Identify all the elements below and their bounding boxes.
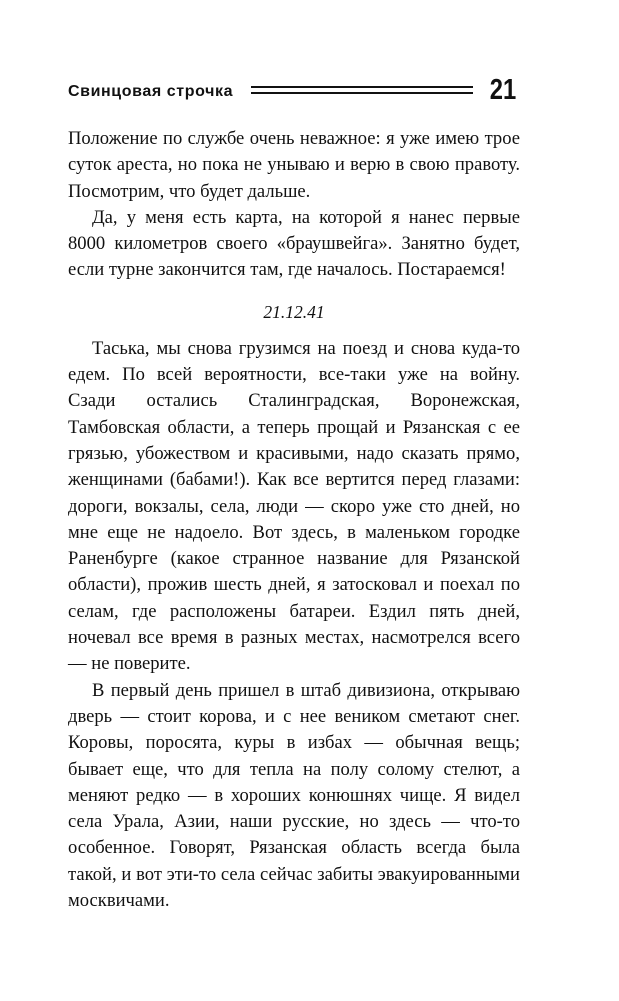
page-number: 21 bbox=[489, 74, 516, 106]
running-head-title: Свинцовая строчка bbox=[68, 83, 234, 100]
running-head-rule bbox=[251, 86, 473, 95]
rule-line-top bbox=[251, 86, 473, 88]
paragraph: Таська, мы снова грузимся на поезд и снова куда-то едем. По всей вероятности, все-таки уже на войну. Сзади остались Сталинградская, Воронежская, Тамбовская области, а теперь прощай и Рязанская с ее грязью, убожеством и красивыми, надо сказать прямо, женщинами (бабами!). Как все вертится перед глазами: дороги, вокзалы, села, люди — скоро уже сто дней, но мне еще не надоело. Вот здесь, в маленьком городке Раненбурге (какое странное название для Рязанской области), прожив шесть дней, я затосковал и поехал по селам, где расположены батареи. Ездил пять дней, ночевал все время в разных местах, насмотрелся всего — не поверите. bbox=[68, 337, 520, 675]
running-head bbox=[68, 72, 526, 112]
rule-line-bottom bbox=[251, 92, 473, 94]
paragraph: Положение по службе очень неважное: я уже имею трое суток ареста, но пока не унываю и верю в свою правоту. Посмотрим, что будет дальше. bbox=[68, 128, 520, 202]
body-text bbox=[68, 126, 520, 914]
entry-date: 21.12.41 bbox=[263, 301, 325, 322]
paragraph: В первый день пришел в штаб дивизиона, открываю дверь — стоит корова, и с нее веником сметают снег. Коровы, поросята, куры в избах — обычная вещь; бывает еще, что для тепла на полу солому стелют, а меняют редко — в хороших конюшнях чище. Я видел села Урала, Азии, наши русские, но здесь — что-то особенное. Говорят, Рязанская область всегда была такой, и вот эти-то села сейчас забиты эвакуированными москвичами. bbox=[68, 679, 520, 912]
paragraph: Да, у меня есть карта, на которой я нанес первые 8000 километров своего «браушвейга». Занятно будет, если турне закончится там, где началось. Постараемся! bbox=[68, 206, 520, 281]
